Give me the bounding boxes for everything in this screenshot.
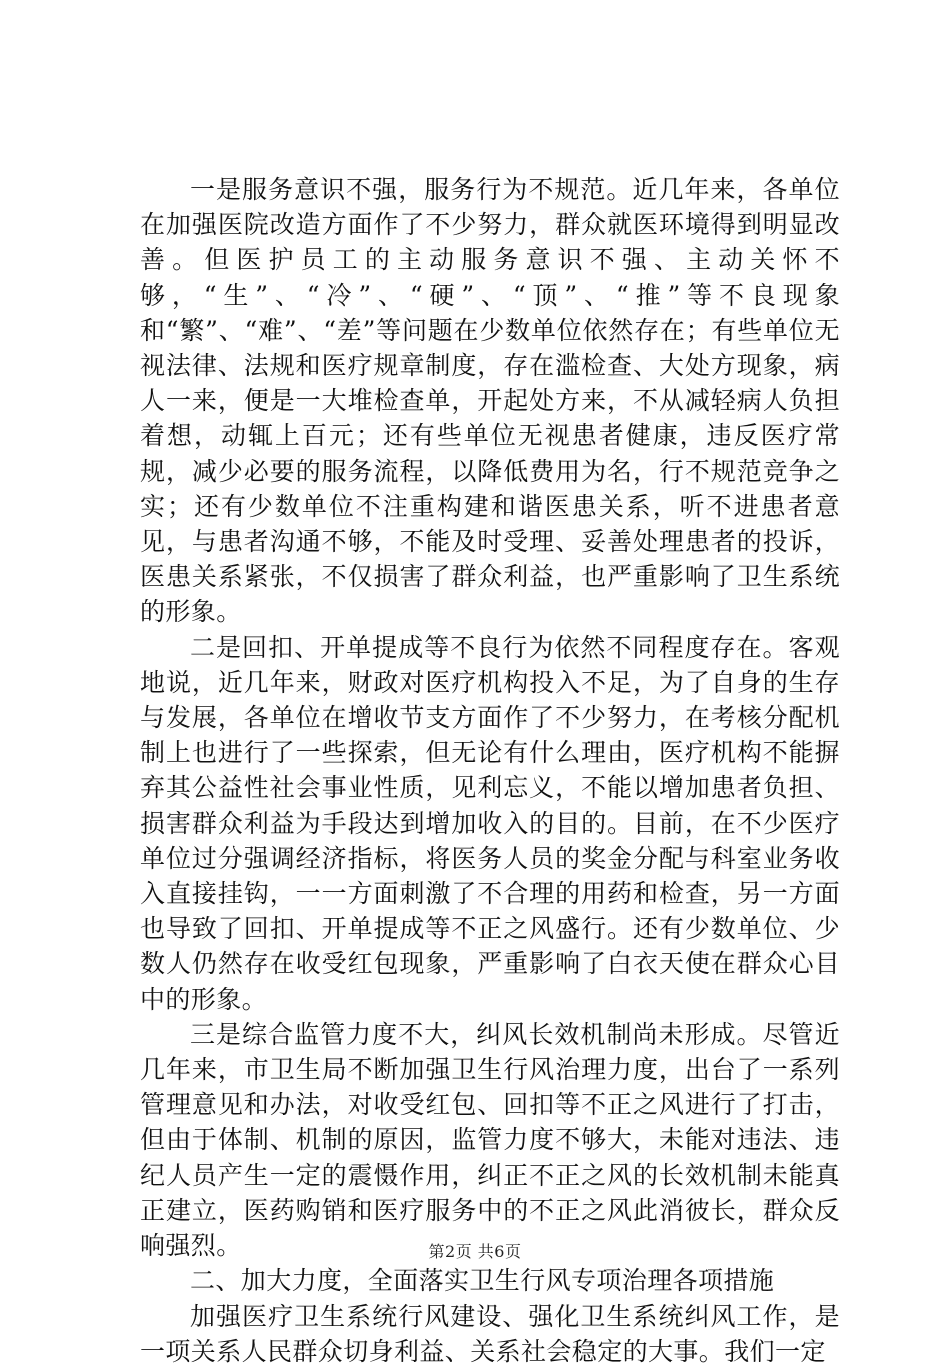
paragraph-supervision: 三是综合监管力度不大，纠风长效机制尚未形成。尽管近几年来，市卫生局不断加强卫生行风治理力度，出台了一系列管理意见和办法，对收受红包、回扣等不正之风进行了打击，但由于体制、机制的原因，监管力度不够大，未能对违法、违纪人员产生一定的震慑作用，纠正不正之风的长效机制未能真正建立，医药购销和医疗服务中的不正之风此消彼长，群众反响强烈。 bbox=[140, 1019, 840, 1261]
document-body bbox=[140, 172, 840, 1369]
paragraph-service-awareness: 一是服务意识不强，服务行为不规范。近几年来，各单位在加强医院改造方面作了不少努力，群众就医环境得到明显改善。但医护员工的主动服务意识不强、主动关怀不够，“生”、“冷”、“硬”、“顶”、“推”等不良现象和“繁”、“难”、“差”等问题在少数单位依然存在；有些单位无视法律、法规和医疗规章制度，存在滥检查、大处方现象，病人一来，便是一大堆检查单，开起处方来，不从减轻病人负担着想，动辄上百元；还有些单位无视患者健康，违反医疗常规，减少必要的服务流程，以降低费用为名，行不规范竞争之实；还有少数单位不注重构建和谐医患关系，听不进患者意见，与患者沟通不够，不能及时受理、妥善处理患者的投诉，医患关系紧张，不仅损害了群众利益，也严重影响了卫生系统的形象。 bbox=[140, 175, 840, 627]
page-number-footer: 第2页 共6页 bbox=[428, 1242, 522, 1261]
paragraph-kickbacks: 二是回扣、开单提成等不良行为依然不同程度存在。客观地说，近几年来，财政对医疗机构投入不足，为了自身的生存与发展，各单位在增收节支方面作了不少努力，在考核分配机制上也进行了一些探索，但无论有什么理由，医疗机构不能摒弃其公益性社会事业性质，见利忘义，不能以增加患者负担、损害群众利益为手段达到增加收入的目的。目前，在不少医疗单位过分强调经济指标，将医务人员的奖金分配与科室业务收入直接挂钩，一一方面刺激了不合理的用药和检查，另一方面也导致了回扣、开单提成等不正之风盛行。还有少数单位、少数人仍然存在收受红包现象，严重影响了白衣天使在群众心目中的形象。 bbox=[140, 632, 840, 1014]
section-heading: 二、加大力度，全面落实卫生行风专项治理各项措施 bbox=[190, 1266, 775, 1296]
paragraph-strengthen: 加强医疗卫生系统行风建设、强化卫生系统纠风工作，是一项关系人民群众切身利益、关系社会稳定的大事。我们一定 bbox=[140, 1301, 840, 1366]
